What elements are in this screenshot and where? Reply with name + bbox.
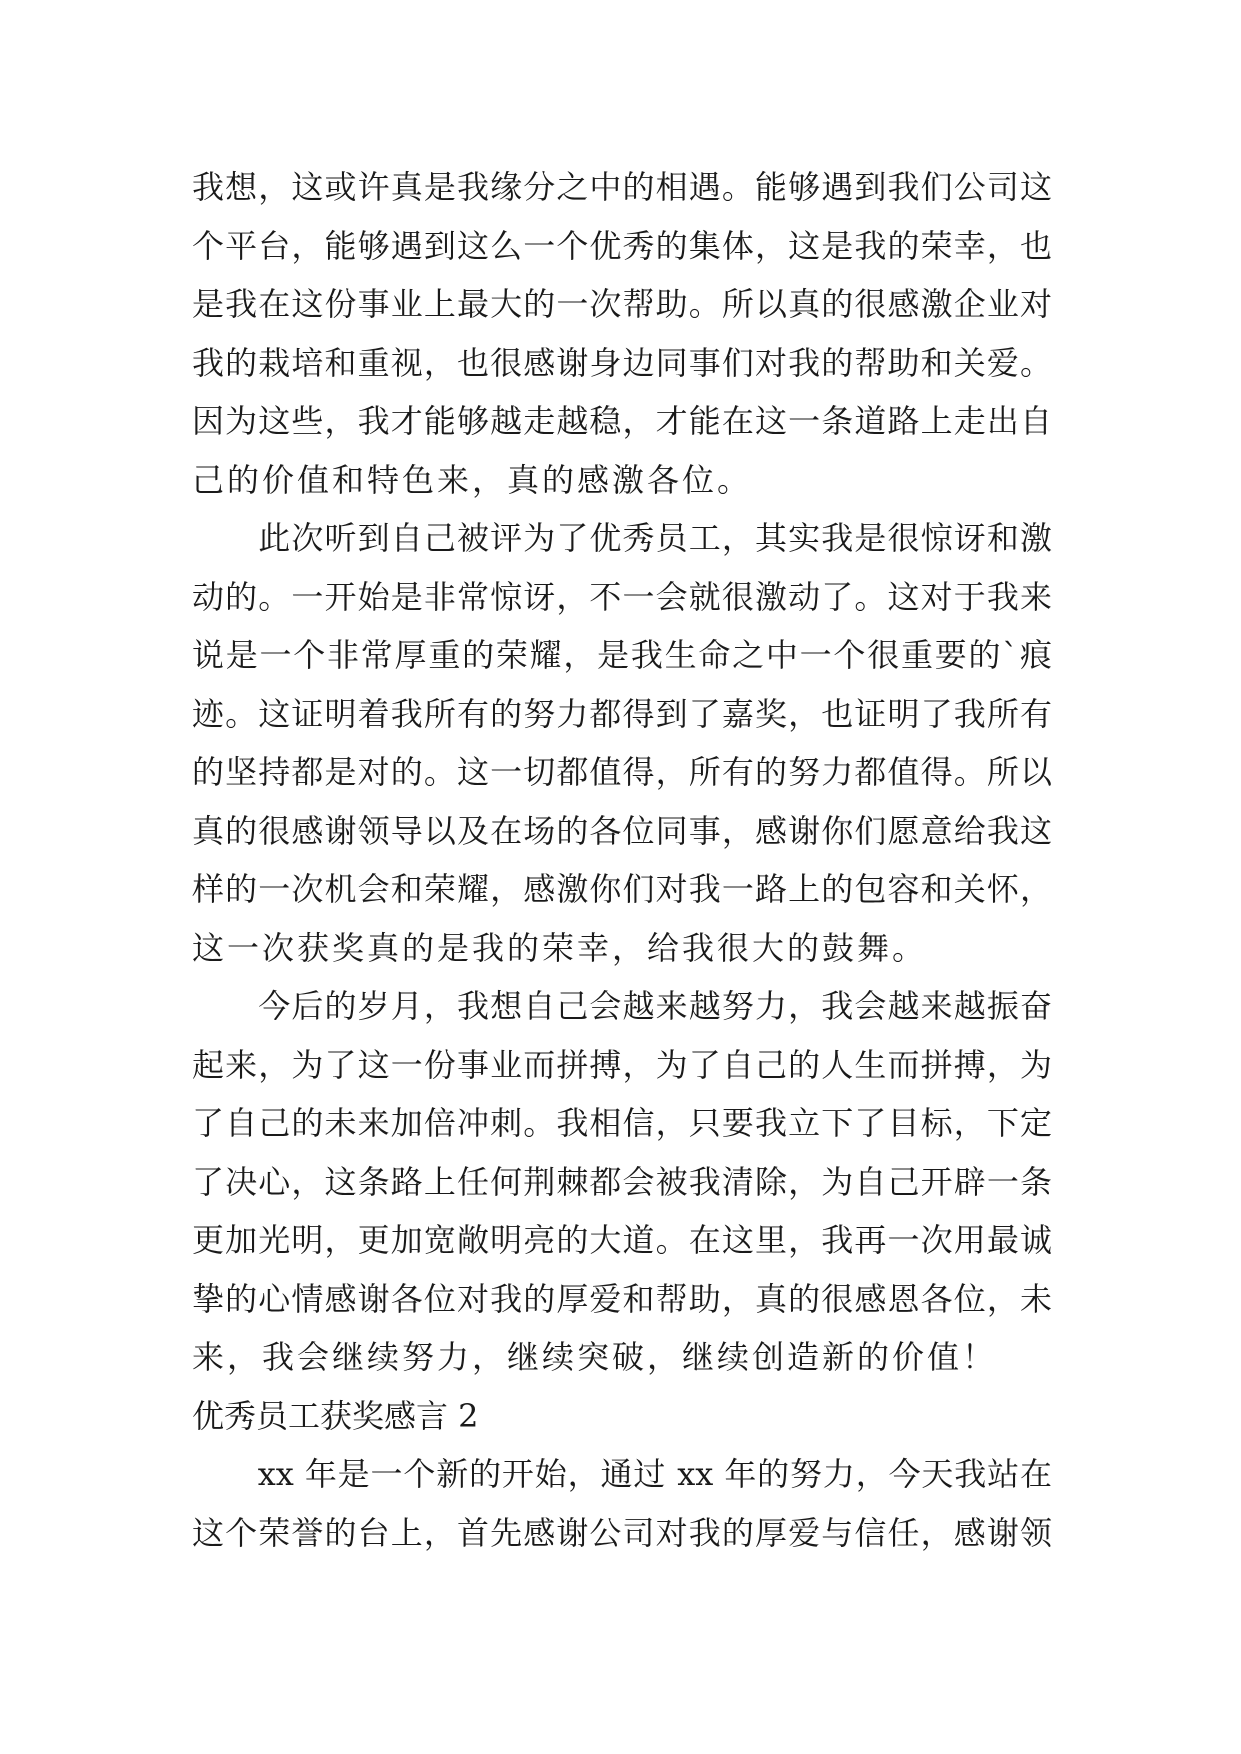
- document-body: [192, 158, 1052, 1562]
- text-line: 挚的心情感谢各位对我的厚爱和帮助，真的很感恩各位，未: [192, 1279, 1052, 1318]
- text-line: 了自己的未来加倍冲刺。我相信，只要我立下了目标，下定: [192, 1104, 1052, 1142]
- text-line: 样的一次机会和荣耀，感激你们对我一路上的包容和关怀，: [192, 870, 1052, 908]
- text-line: 起来，为了这一份事业而拼搏，为了自己的人生而拼搏，为: [192, 1045, 1052, 1084]
- text-line: 的坚持都是对的。这一切都值得，所有的努力都值得。所以: [192, 753, 1052, 791]
- section-heading: 优秀员工获奖感言 2: [192, 1396, 479, 1435]
- text-line: 真的很感谢领导以及在场的各位同事，感谢你们愿意给我这: [192, 811, 1052, 850]
- text-line: 个平台，能够遇到这么一个优秀的集体，这是我的荣幸，也: [192, 226, 1052, 265]
- text-line: 来，我会继续努力，继续突破，继续创造新的价值！: [192, 1338, 998, 1376]
- text-line: 此次听到自己被评为了优秀员工，其实我是很惊讶和激: [192, 519, 1052, 557]
- text-line: 动的。一开始是非常惊讶，不一会就很激动了。这对于我来: [192, 577, 1052, 616]
- text-line: 迹。这证明着我所有的努力都得到了嘉奖，也证明了我所有: [192, 694, 1052, 733]
- text-line: 这一次获奖真的是我的荣幸，给我很大的鼓舞。: [192, 928, 928, 967]
- text-line: 我想，这或许真是我缘分之中的相遇。能够遇到我们公司这: [192, 168, 1052, 206]
- text-line: 因为这些，我才能够越走越稳，才能在这一条道路上走出自: [192, 402, 1052, 440]
- text-line: 己的价值和特色来，真的感激各位。: [192, 460, 753, 499]
- text-line: 我的栽培和重视，也很感谢身边同事们对我的帮助和关爱。: [192, 343, 1052, 382]
- text-line: 更加光明，更加宽敞明亮的大道。在这里，我再一次用最诚: [192, 1221, 1052, 1259]
- text-line: 是我在这份事业上最大的一次帮助。所以真的很感激企业对: [192, 285, 1052, 323]
- text-line: 这个荣誉的台上，首先感谢公司对我的厚爱与信任，感谢领: [192, 1513, 1052, 1552]
- text-line: xx 年是一个新的开始，通过 xx 年的努力，今天我站在: [192, 1455, 1052, 1493]
- text-line: 说是一个非常厚重的荣耀，是我生命之中一个很重要的`痕: [192, 636, 1052, 674]
- text-line: 了决心，这条路上任何荆棘都会被我清除，为自己开辟一条: [192, 1162, 1052, 1201]
- text-line: 今后的岁月，我想自己会越来越努力，我会越来越振奋: [192, 987, 1052, 1025]
